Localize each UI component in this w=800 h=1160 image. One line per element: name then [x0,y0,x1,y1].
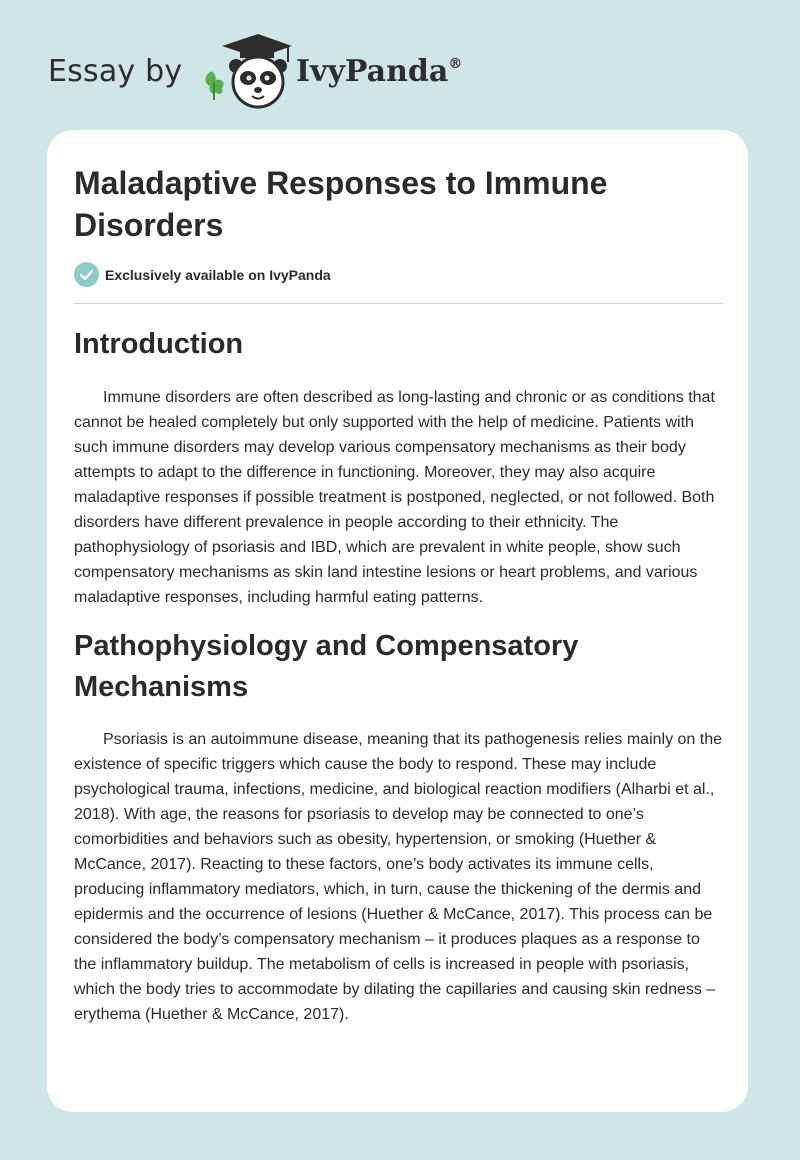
ivy-leaf-icon [206,71,224,100]
exclusive-badge-text: Exclusively available on IvyPanda [105,266,331,283]
essay-by-label: Essay by [48,54,183,89]
essay-title: Maladaptive Responses to Immune Disorders [74,165,608,243]
section-paragraph-pathophysiology: Psoriasis is an autoimmune disease, meaning that its pathogenesis relies mainly on the existence of specific triggers which cause the body to respond. These may include psychological trauma, infections, medicine, and biological reaction modifiers (Alharbi et al., 2018). With age, the reasons for psoriasis to develop may be connected to one’s comorbidities and behaviors such as obesity, hypertension, or smoking (Huether & McCance, 2017). Reacting to these factors, one’s body activates its immune cells, producing inflammatory mediators, which, in turn, cause the thickening of the dermis and epidermis and the occurrence of lesions (Huether & McCance, 2017). This process can be considered the body’s compensatory mechanism – it produces plaques as a response to the inflammatory buildup. The metabolism of cells is increased in people with psoriasis, which the body tries to accommodate by dilating the capillaries and causing skin redness – erythema (Huether & McCance, 2017). [74,731,722,1023]
registered-mark: ® [448,56,463,72]
section-paragraph-introduction: Immune disorders are often described as long-lasting and chronic or as conditions that cannot be healed completely but only supported with the help of medicine. Patients with such immune disorders may develop various compensatory mechanisms as their body attempts to adapt to the difference in functioning. Moreover, they may also acquire maladaptive responses if possible treatment is postponed, neglected, or not followed. Both disorders have different prevalence in people according to their ethnicity. The pathophysiology of psoriasis and IBD, which are prevalent in white people, show such compensatory mechanisms as skin land intestine lesions or heart problems, and various maladaptive responses, including harmful eating patterns. [74,389,715,606]
site-header [48,34,548,114]
brand-name[interactable] [296,54,462,89]
check-circle-icon [74,262,99,287]
exclusive-badge [74,262,331,287]
panda-graduate-icon[interactable] [200,34,292,110]
brand-text: IvyPanda [296,54,449,89]
essay-card [47,130,748,1112]
section-heading-pathophysiology: Pathophysiology and Compensatory Mechanisms [74,630,579,703]
section-heading-introduction: Introduction [74,328,244,360]
divider [74,303,723,304]
